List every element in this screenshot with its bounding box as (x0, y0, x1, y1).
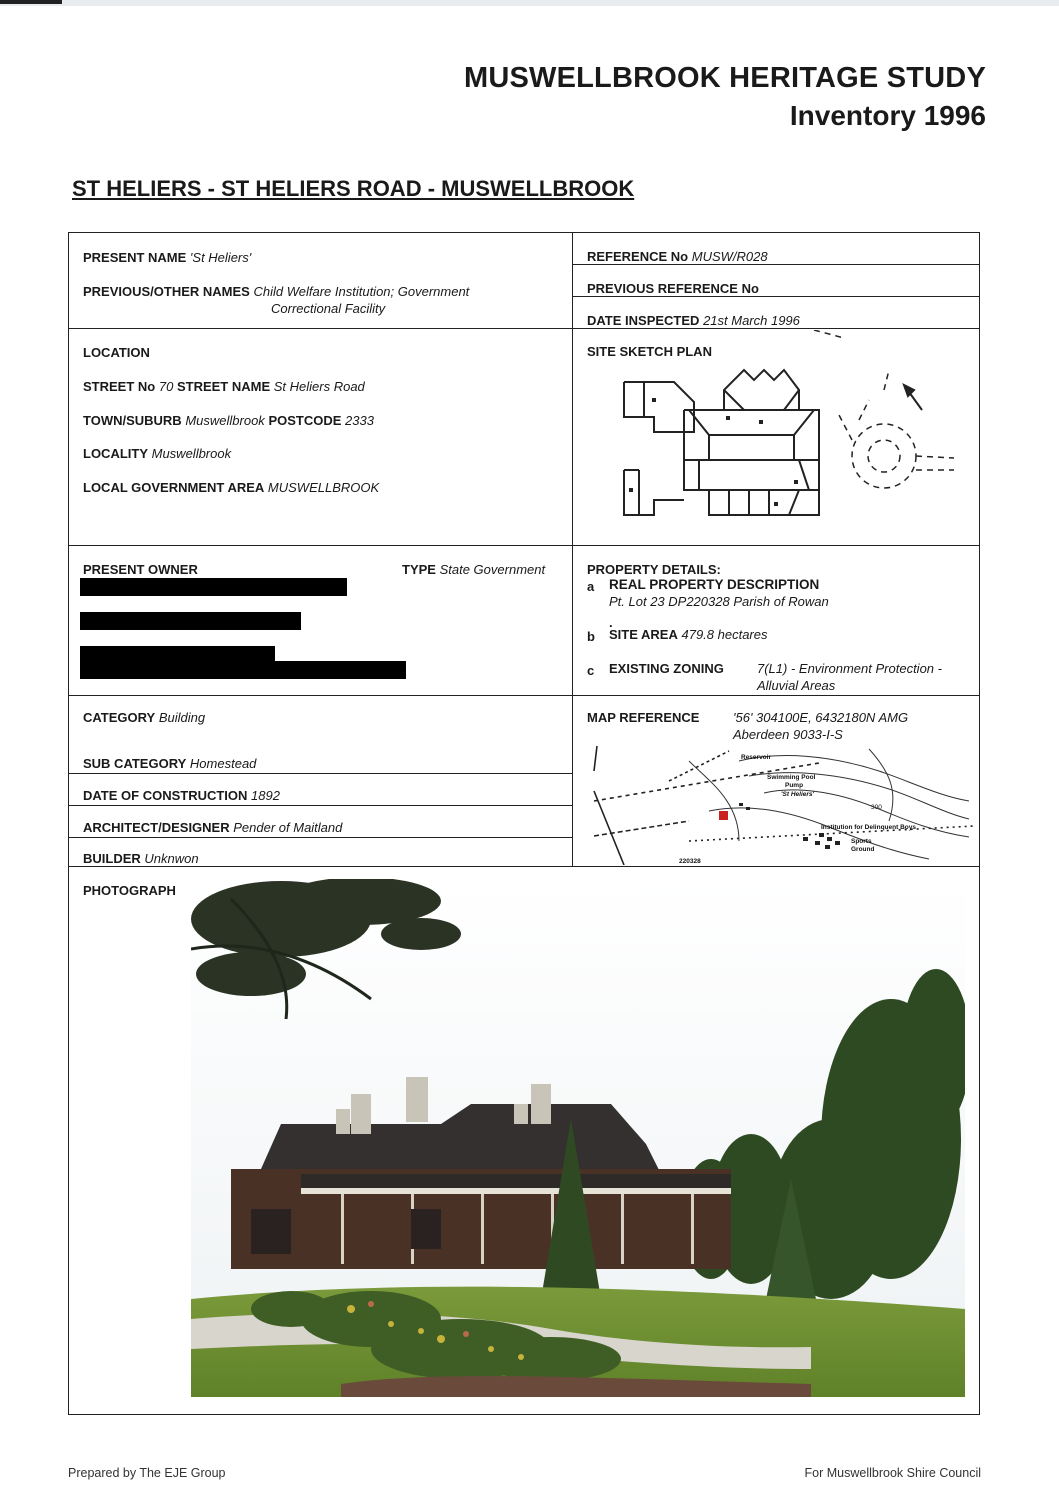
locality-value: Muswellbrook (151, 446, 232, 461)
map-extract (589, 741, 974, 865)
owner-type-field (402, 562, 545, 577)
zoning-value-1: 7(L1) - Environment Protection - (757, 661, 942, 676)
date-inspected-value: 21st March 1996 (703, 313, 800, 328)
site-marker (719, 811, 728, 820)
category-field (83, 710, 205, 725)
date-construction-label: DATE OF CONSTRUCTION (83, 788, 248, 803)
site-area-label: SITE AREA (609, 627, 678, 642)
street-no-value: 70 (158, 379, 174, 394)
postcode-value: 2333 (345, 413, 374, 428)
town-field (83, 413, 374, 428)
map-label-institution: Institution for Delinquent Boys (821, 824, 916, 831)
inventory-form (68, 232, 980, 1415)
zoning-value-2: Alluvial Areas (757, 678, 836, 693)
zoning-letter: c (587, 663, 595, 678)
sub-category-field (83, 756, 256, 771)
postcode-label: POSTCODE (268, 413, 342, 428)
site-sketch-plan (614, 330, 959, 542)
map-label-sports: Sports (851, 838, 872, 845)
row-divider (69, 695, 979, 696)
builder-label: BUILDER (83, 851, 141, 866)
lga-value: MUSWELLBROOK (267, 480, 380, 495)
previous-reference-label: PREVIOUS REFERENCE No (587, 281, 759, 296)
study-subtitle: Inventory 1996 (789, 100, 986, 131)
row-divider (69, 328, 573, 329)
scan-mark (0, 0, 62, 4)
map-label-dp: 220328 (679, 858, 701, 865)
town-value: Muswellbrook (185, 413, 265, 428)
map-label-ground: Ground (851, 846, 875, 853)
property-details-heading: PROPERTY DETAILS: (587, 562, 721, 577)
builder-value: Unknwon (144, 851, 199, 866)
site-area-value: 479.8 hectares (681, 627, 768, 642)
row-divider (573, 296, 979, 297)
record-title: ST HELIERS - ST HELIERS ROAD - MUSWELLBROOK (72, 176, 635, 201)
map-label-reservoir: Reservoir (741, 754, 771, 761)
previous-names-value-1: Child Welfare Institution; Government (253, 284, 470, 299)
locality-field (83, 446, 231, 461)
builder-field (83, 851, 199, 866)
owner-type-label: TYPE (402, 562, 436, 577)
reference-label: REFERENCE No (587, 249, 689, 264)
site-area-letter: b (587, 629, 595, 644)
map-label-pool: Swimming Pool (767, 774, 816, 781)
homestead-photo (191, 879, 965, 1397)
date-inspected-field (587, 313, 800, 328)
row-divider (69, 773, 573, 774)
map-reference-value-2: Aberdeen 9033-I-S (733, 727, 843, 742)
map-label-pump: Pump (785, 782, 804, 789)
real-property-letter: a (587, 579, 595, 594)
redaction-bar (80, 646, 275, 662)
owner-type-value: State Government (439, 562, 546, 577)
reference-field (587, 249, 768, 264)
row-divider (573, 264, 979, 265)
date-inspected-label: DATE INSPECTED (587, 313, 700, 328)
town-label: TOWN/SUBURB (83, 413, 182, 428)
category-value: Building (158, 710, 206, 725)
redaction-bar (80, 612, 301, 630)
reference-value: MUSW/R028 (691, 249, 768, 264)
property-dot: . (609, 615, 613, 630)
lga-label: LOCAL GOVERNMENT AREA (83, 480, 265, 495)
street-name-label: STREET NAME (176, 379, 271, 394)
study-title: MUSWELLBROOK HERITAGE STUDY (463, 62, 986, 94)
date-construction-value: 1892 (251, 788, 280, 803)
previous-names-value-2: Correctional Facility (271, 301, 386, 316)
architect-field (83, 820, 342, 835)
map-reference-value-1: '56' 304100E, 6432180N AMG (733, 710, 909, 725)
real-property-label: REAL PROPERTY DESCRIPTION (609, 577, 820, 592)
zoning-label: EXISTING ZONING (609, 661, 724, 676)
architect-value: Pender of Maitland (233, 820, 343, 835)
row-divider (69, 545, 979, 546)
present-owner-label: PRESENT OWNER (83, 562, 198, 577)
footer-prepared-by: Prepared by The EJE Group (68, 1466, 226, 1480)
row-divider (69, 805, 573, 806)
redaction-bar (80, 578, 347, 596)
locality-label: LOCALITY (83, 446, 148, 461)
row-divider (573, 328, 979, 329)
location-heading: LOCATION (83, 345, 150, 360)
site-area-field (609, 627, 768, 642)
row-divider (69, 837, 573, 838)
previous-names-field (83, 284, 469, 299)
map-label-heliers: 'St Heliers' (781, 791, 815, 798)
street-no-label: STREET No (83, 379, 156, 394)
map-reference-label: MAP REFERENCE (587, 710, 700, 725)
row-divider (69, 866, 979, 867)
present-name-value: 'St Heliers' (189, 250, 252, 265)
real-property-value: Pt. Lot 23 DP220328 Parish of Rowan (609, 594, 829, 609)
scan-edge (0, 0, 1059, 6)
present-name-field (83, 250, 251, 265)
previous-names-label: PREVIOUS/OTHER NAMES (83, 284, 250, 299)
redaction-bar (80, 661, 406, 679)
map-label-contour: 300 (871, 804, 882, 811)
architect-label: ARCHITECT/DESIGNER (83, 820, 230, 835)
lga-field (83, 480, 379, 495)
category-label: CATEGORY (83, 710, 156, 725)
sub-category-label: SUB CATEGORY (83, 756, 187, 771)
previous-reference-field (587, 281, 759, 296)
street-name-value: St Heliers Road (273, 379, 365, 394)
site-sketch-label: SITE SKETCH PLAN (587, 344, 712, 359)
date-construction-field (83, 788, 280, 803)
present-name-label: PRESENT NAME (83, 250, 187, 265)
footer-council: For Muswellbrook Shire Council (804, 1466, 981, 1480)
photograph-label: PHOTOGRAPH (83, 883, 176, 898)
sub-category-value: Homestead (189, 756, 257, 771)
street-field (83, 379, 365, 394)
